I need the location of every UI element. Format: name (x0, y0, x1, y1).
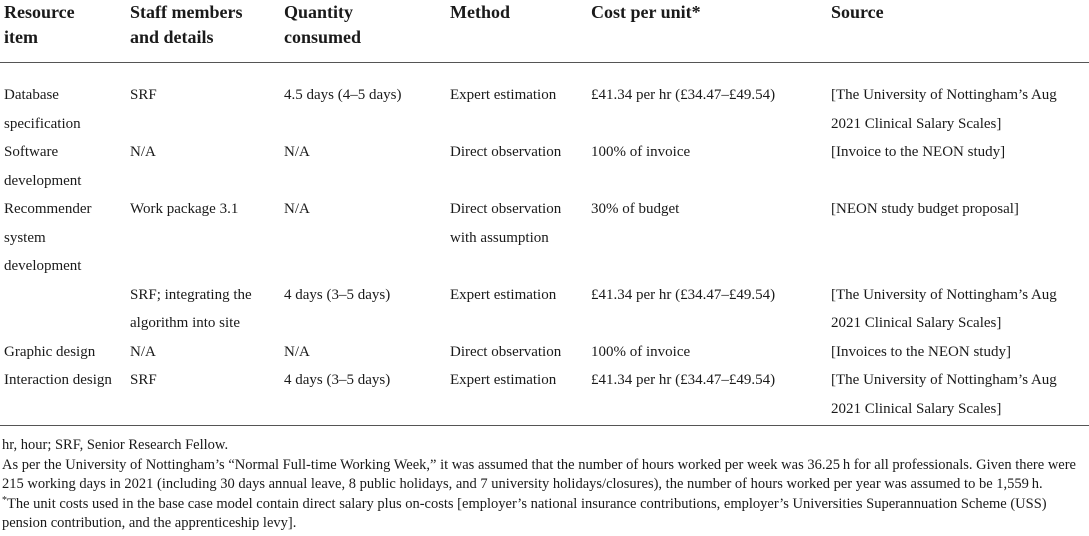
table-cell-staff (126, 338, 280, 367)
table-cell-method (446, 195, 587, 281)
table-cell-staff (126, 281, 280, 338)
cell-text: [The University of Nottingham’s Aug (831, 87, 1057, 103)
table-row (0, 281, 1089, 338)
cell-text: [Invoice to the NEON study] (831, 144, 1006, 160)
cell-text: N/A (130, 343, 156, 360)
cell-text: 4.5 days (4–5 days) (284, 87, 402, 103)
table-cell-cost (587, 195, 827, 281)
cell-text: 100% of invoice (591, 343, 691, 360)
column-header-resource-item (0, 0, 126, 63)
column-header-method (446, 0, 587, 63)
table-cell-resource (0, 366, 126, 426)
cell-text: development (4, 172, 82, 189)
table-cell-staff (126, 366, 280, 426)
cell-text: £41.34 per hr (£34.47–£49.54) (591, 372, 776, 388)
table-cell-source (827, 63, 1089, 139)
cell-text: Expert estimation (450, 87, 557, 103)
cell-text: SRF; integrating the (130, 286, 252, 303)
table-cell-source (827, 138, 1089, 195)
cell-text: Work package 3.1 (130, 201, 239, 217)
table-cell-quantity (280, 281, 446, 338)
footnote-unit-costs (2, 495, 1086, 534)
table-row (0, 138, 1089, 195)
table-row (0, 366, 1089, 426)
table-row (0, 338, 1089, 367)
table-cell-staff (126, 195, 280, 281)
cell-text: Graphic design (4, 343, 96, 360)
footnote-asterisk: * (2, 494, 7, 506)
cell-text: £41.34 per hr (£34.47–£49.54) (591, 286, 776, 303)
table-cell-method (446, 338, 587, 367)
cell-text: 2021 Clinical Salary Scales] (831, 315, 1002, 331)
cell-text: 100% of invoice (591, 144, 691, 160)
column-header-text: Resource (4, 2, 75, 22)
footnote-unit-costs-text: The unit costs used in the base case model contain direct salary plus on-costs [employer’s national insurance contributions, employer’s Universities Superannuation Scheme (USS) pension contribution, and the apprenticeship levy]. (2, 495, 1047, 531)
column-header-text: Source (831, 2, 884, 22)
column-header-staff-members (126, 0, 280, 63)
cell-text: [The University of Nottingham’s Aug (831, 372, 1057, 388)
table-cell-resource (0, 138, 126, 195)
cell-text: SRF (130, 372, 157, 388)
table-cell-method (446, 281, 587, 338)
cell-text: Direct observation (450, 144, 562, 160)
column-header-quantity-consumed (280, 0, 446, 63)
cell-text: 4 days (3–5 days) (284, 286, 391, 303)
table-cell-staff (126, 63, 280, 139)
cell-text: [The University of Nottingham’s Aug (831, 286, 1057, 303)
table-cell-method (446, 366, 587, 426)
table-cell-staff (126, 138, 280, 195)
table-row (0, 195, 1089, 281)
table-cell-cost (587, 63, 827, 139)
table-cell-method (446, 63, 587, 139)
cell-text: 2021 Clinical Salary Scales] (831, 400, 1002, 417)
cell-text: Software (4, 144, 59, 160)
cell-text: N/A (284, 201, 310, 217)
table-cell-resource (0, 63, 126, 139)
cell-text: £41.34 per hr (£34.47–£49.54) (591, 87, 776, 103)
column-header-text: Staff members (130, 2, 243, 22)
cell-text: Interaction design (4, 372, 112, 388)
cell-text: Expert estimation (450, 286, 557, 303)
cell-text: development (4, 258, 82, 274)
table-cell-resource (0, 281, 126, 338)
cell-text: Expert estimation (450, 372, 557, 388)
table-cell-method (446, 138, 587, 195)
cell-text: N/A (284, 343, 310, 360)
cell-text: [Invoices to the NEON study] (831, 343, 1011, 360)
header-row (0, 0, 1089, 63)
column-header-source (827, 0, 1089, 63)
table-cell-quantity (280, 338, 446, 367)
table-cell-source (827, 366, 1089, 426)
cell-text: SRF (130, 87, 157, 103)
cell-text: 4 days (3–5 days) (284, 372, 391, 388)
table-cell-cost (587, 281, 827, 338)
table-cell-quantity (280, 366, 446, 426)
table-cell-quantity (280, 63, 446, 139)
table-cell-resource (0, 338, 126, 367)
table-cell-resource (0, 195, 126, 281)
table-body (0, 63, 1089, 426)
table-cell-source (827, 195, 1089, 281)
table-row (0, 63, 1089, 139)
table-cell-cost (587, 338, 827, 367)
cell-text: 30% of budget (591, 201, 680, 217)
table-cell-quantity (280, 138, 446, 195)
table-header (0, 0, 1089, 63)
column-header-text: consumed (284, 27, 362, 47)
column-header-text: item (4, 27, 38, 47)
column-header-text: Cost per unit* (591, 2, 701, 22)
cell-text: specification (4, 115, 81, 132)
cell-text: Database (4, 87, 59, 103)
table-cell-source (827, 338, 1089, 367)
column-header-text: Method (450, 2, 510, 22)
table-cell-source (827, 281, 1089, 338)
table-footnotes (2, 436, 1086, 534)
column-header-text: and details (130, 27, 214, 47)
cell-text: with assumption (450, 229, 549, 246)
cell-text: 2021 Clinical Salary Scales] (831, 115, 1002, 132)
column-header-text: Quantity (284, 2, 354, 22)
cell-text: Direct observation (450, 343, 562, 360)
cell-text: algorithm into site (130, 315, 240, 331)
footnote-abbreviations: hr, hour; SRF, Senior Research Fellow. (2, 437, 229, 453)
column-header-cost-per-unit (587, 0, 827, 63)
table-cell-quantity (280, 195, 446, 281)
cell-text: system (4, 229, 46, 246)
cell-text: Direct observation (450, 201, 562, 217)
cell-text: N/A (130, 144, 156, 160)
table-cell-cost (587, 366, 827, 426)
table-cell-cost (587, 138, 827, 195)
cell-text: Recommender (4, 201, 92, 217)
cell-text: [NEON study budget proposal] (831, 201, 1019, 217)
cell-text: N/A (284, 144, 310, 160)
footnote-hours-assumption: As per the University of Nottingham’s “Normal Full-time Working Week,” it was assumed that the number of hours worked per week was 36.25 h for all professionals. Given there were 215 working days in 2021 (including 30 days annual leave, 8 public holidays, and 7 university holidays/closures), the number of hours worked per year was assumed to be 1,559 h. (2, 456, 1076, 492)
